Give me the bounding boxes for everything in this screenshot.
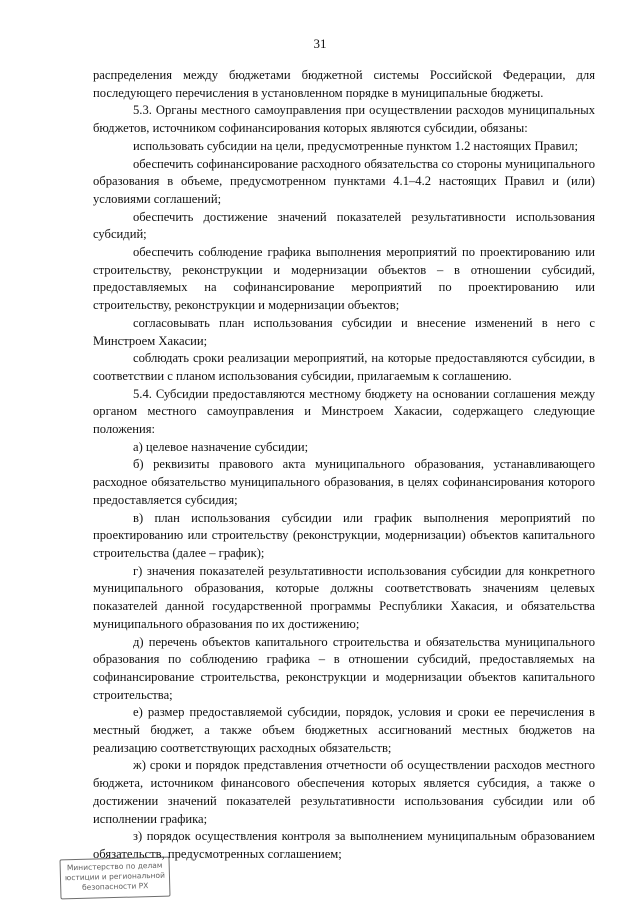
paragraph: обеспечить достижение значений показателей результативности использования субсидий; <box>93 209 595 242</box>
paragraph: з) порядок осуществления контроля за выполнением муниципальным образованием обязательств, предусмотренных соглашением; <box>93 829 595 861</box>
document-body <box>93 67 595 864</box>
paragraph: согласовывать план использования субсидии и внесение изменений в него с Минстроем Хакасии; <box>93 315 595 348</box>
registration-stamp <box>59 857 170 900</box>
paragraph: в) план использования субсидии или график выполнения мероприятий по проектированию или строительству (реконструкции, модернизации) объектов капитального строительства (далее – график); <box>93 510 595 560</box>
paragraph: использовать субсидии на цели, предусмотренные пунктом 1.2 настоящих Правил; <box>133 138 578 153</box>
paragraph: обеспечить соблюдение графика выполнения мероприятий по проектированию или строительству, реконструкции и модернизации объектов – в отношении субсидий, предоставляемых на софинансирование мероприятий по проектированию или строительству, реконструкции и модернизации объектов; <box>93 245 595 313</box>
paragraph: соблюдать сроки реализации мероприятий, на которые предоставляются субсидии, в соответствии с планом использования субсидии, прилагаемым к соглашению. <box>93 351 595 383</box>
stamp-line: юстиции и региональной <box>64 870 166 883</box>
paragraph: распределения между бюджетами бюджетной системы Российской Федерации, для последующего перечисления в установленном порядке в муниципальные бюджеты. <box>93 68 595 100</box>
paragraph: б) реквизиты правового акта муниципального образования, устанавливающего расходное обязательство муниципального образования, в целях софинансирования которого предоставляется субсидия; <box>93 457 595 507</box>
paragraph: обеспечить софинансирование расходного обязательства со стороны муниципального образования в объеме, предусмотренном пунктами 4.1–4.2 настоящих Правил и (или) условиями соглашений; <box>93 156 595 206</box>
paragraph: а) целевое назначение субсидии; <box>133 439 309 454</box>
paragraph: г) значения показателей результативности использования субсидии для конкретного муниципального образования, которые должны соответствовать значениям целевых показателей данной государственной программы Республики Хакасия, и обязательства муниципального образования по их достижению; <box>93 563 595 631</box>
paragraph: е) размер предоставляемой субсидии, порядок, условия и сроки ее перечисления в местный бюджет, а также объем бюджетных ассигнований местных бюджетов на реализацию соответствующих расходных обязательств; <box>93 705 595 755</box>
paragraph: 5.3. Органы местного самоуправления при осуществлении расходов муниципальных бюджетов, источником софинансирования которых являются субсидии, обязаны: <box>93 103 595 136</box>
stamp-line: Министерство по делам <box>66 860 163 873</box>
paragraph: ж) сроки и порядок представления отчетности об осуществлении расходов местного бюджета, источником финансового обеспечения которых является субсидия, а также о достижении значений показателей результативности использования субсидии или об исполнении графика; <box>93 758 595 826</box>
paragraph: д) перечень объектов капитального строительства и обязательства муниципального образования по соблюдению графика – в отношении субсидий, предоставляемых на софинансирование строительства, реконструкции и модернизации объектов капитального строительства; <box>93 634 595 702</box>
page-number: 31 <box>313 36 327 51</box>
stamp-line: безопасности РХ <box>81 881 149 892</box>
paragraph: 5.4. Субсидии предоставляются местному бюджету на основании соглашения между органом местного самоуправления и Минстроем Хакасии, содержащего следующие положения: <box>93 386 595 437</box>
